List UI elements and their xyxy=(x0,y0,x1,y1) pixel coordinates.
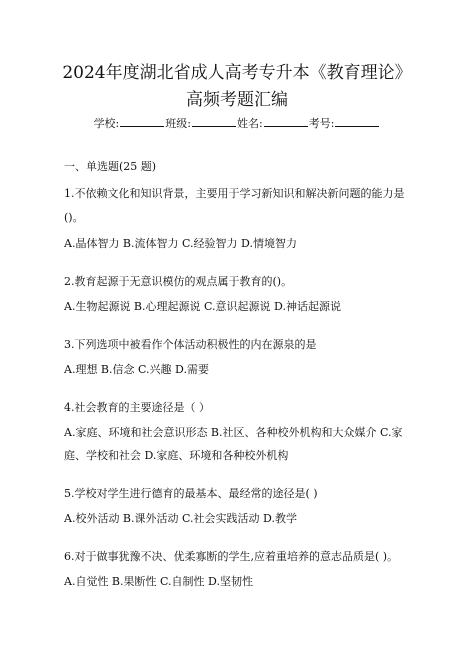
page-title-line1: 2024年度湖北省成人高考专升本《教育理论》 xyxy=(62,63,412,83)
question-6-options: A.自觉性 B.果断性 C.自制性 D.坚韧性 xyxy=(64,575,253,588)
name-label: 姓名: xyxy=(237,117,263,130)
question-2-options: A.生物起源说 B.心理起源说 C.意识起源说 D.神话起源说 xyxy=(64,300,341,313)
name-blank xyxy=(264,116,308,127)
exam-no-label: 考号: xyxy=(308,117,335,130)
exam-no-blank xyxy=(335,116,379,127)
question-1-text: 1.不依赖文化和知识背景，主要用于学习新知识和解决新问题的能力是 xyxy=(64,187,405,200)
question-5-text: 5.学校对学生进行德育的最基本、最经常的途径是( ) xyxy=(64,487,318,500)
question-5-options: A.校外活动 B.课外活动 C.社会实践活动 D.教学 xyxy=(64,512,297,525)
question-4-text: 4.社会教育的主要途径是（ ） xyxy=(64,401,210,414)
question-1-options: A.晶体智力 B.流体智力 C.经验智力 D.情境智力 xyxy=(64,237,297,250)
class-label: 班级: xyxy=(165,117,191,130)
student-info-line xyxy=(0,116,474,131)
section-heading: 一、单选题(25 题) xyxy=(64,160,157,173)
question-6-text: 6.对于做事犹豫不决、优柔寡断的学生,应着重培养的意志品质是( )。 xyxy=(64,550,399,563)
question-4-options-cont: 庭、学校和社会 D.家庭、环境和各种校外机构 xyxy=(64,449,289,462)
question-2-text: 2.教育起源于无意识模仿的观点属于教育的()。 xyxy=(64,275,293,288)
question-4-options: A.家庭、环境和社会意识形态 B.社区、各种校外机构和大众媒介 C.家 xyxy=(64,426,403,439)
school-blank xyxy=(120,116,164,127)
question-3-options: A.理想 B.信念 C.兴趣 D.需要 xyxy=(64,363,209,376)
class-blank xyxy=(192,116,236,127)
page-title-line2: 高频考题汇编 xyxy=(186,90,288,110)
school-label: 学校: xyxy=(93,117,120,130)
question-3-text: 3.下列选项中被看作个体活动积极性的内在源泉的是 xyxy=(64,338,317,351)
question-1-text-cont: ()。 xyxy=(64,211,84,224)
